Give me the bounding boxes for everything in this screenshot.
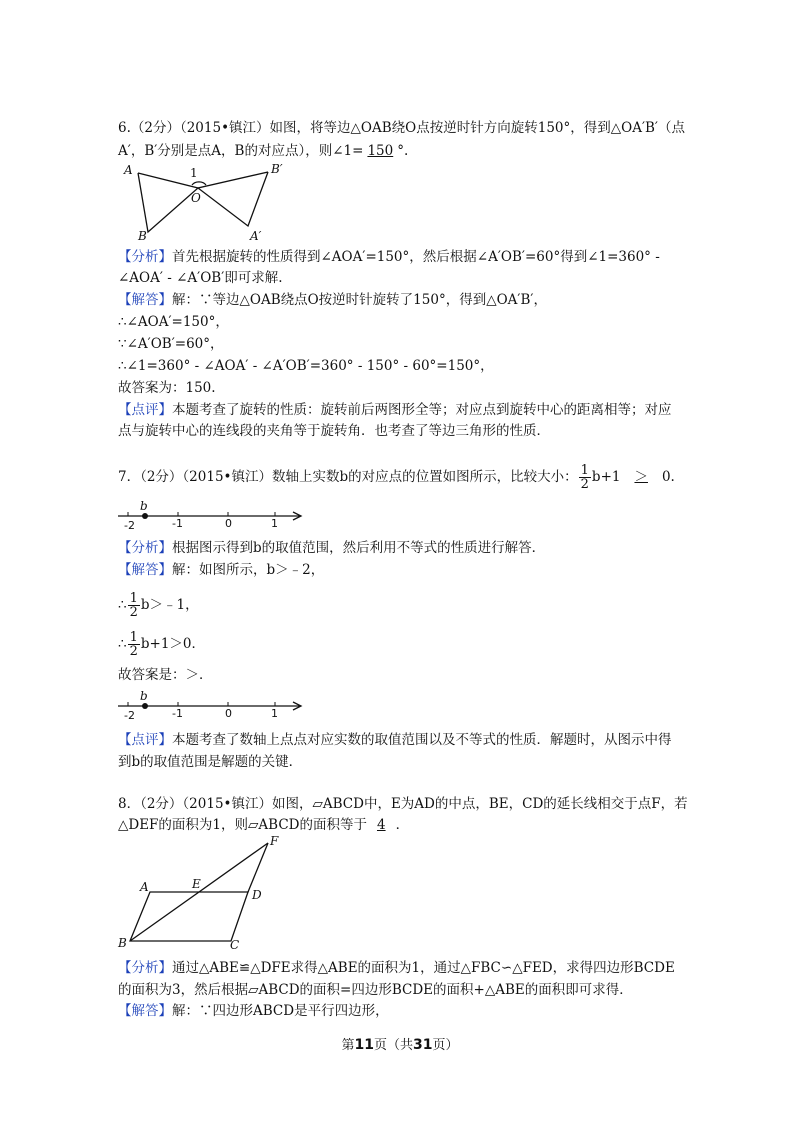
q6-triangle-oab2 xyxy=(198,172,268,226)
q6-label-a: A xyxy=(124,163,133,177)
q6-solution-line3: ∵∠A′OB′=60°， xyxy=(118,336,224,352)
q8-label-e: E xyxy=(192,877,201,891)
q8-analysis-line2: 的面积为3，然后根据▱ABCD的面积=四边形BCDE的面积+△ABE的面积即可求得． xyxy=(118,982,633,998)
q7-number-line-1 xyxy=(118,500,308,532)
q7-tick-neg2-2: -2 xyxy=(124,709,135,722)
q6-label-b: B xyxy=(138,229,147,243)
q7-comment-line1: 【点评】本题考查了数轴上点点对应实数的取值范围以及不等式的性质．解题时，从图示中得 xyxy=(118,732,672,748)
q6-analysis-line2: ∠AOA′ - ∠A′OB′即可求解. xyxy=(118,270,283,286)
q7-point-b-2 xyxy=(142,703,148,709)
q7-fraction: $\frac{1}{2}$ xyxy=(580,463,589,492)
q6-stem-line1: 6.（2分）（2015•镇江）如图，将等边△OAB绕O点按逆时针方向旋转150°，得到△OA′B′（点 xyxy=(118,120,685,136)
q7-solution-line4: 故答案是：＞． xyxy=(118,667,213,683)
q7-label-b: b xyxy=(140,499,148,513)
q7-stem-line1: 7．（2分）（2015•镇江）数轴上实数b的对应点的位置如图所示，比较大小： $\frac{1}{2}$ b+1 ＞ 0. xyxy=(118,463,675,492)
q8-stem-line2: △DEF的面积为1，则▱ABCD的面积等于 4 ． xyxy=(118,817,410,833)
q7-number-line-2 xyxy=(118,690,308,722)
q8-parallelogram-figure xyxy=(118,835,288,955)
q6-answer: 150 xyxy=(367,143,394,159)
q6-comment-line2: 点与旋转中心的连线段的夹角等于旋转角．也考查了等边三角形的性质． xyxy=(118,423,550,439)
q6-solution-line1: 【解答】解：∵等边△OAB绕点O按逆时针旋转了150°，得到△OA′B′， xyxy=(118,292,547,308)
q7-label-b-2: b xyxy=(140,689,148,703)
q7-solution-line2: ∴ $\frac{1}{2}$ b＞﹣1， xyxy=(118,591,199,620)
q8-label-d: D xyxy=(252,888,262,902)
q7-solution-line3: ∴ $\frac{1}{2}$ b+1＞0． xyxy=(118,630,206,659)
q7-point-b xyxy=(142,513,148,519)
q8-stem-line1: 8．（2分）（2015•镇江）如图，▱ABCD中，E为AD的中点，BE，CD的延长线相交于点F，若 xyxy=(118,796,688,812)
q7-tick-neg1-2: -1 xyxy=(172,707,183,720)
q7-tick-0: 0 xyxy=(225,517,232,530)
q7-tick-0-2: 0 xyxy=(225,707,232,720)
q8-analysis-line1: 【分析】通过△ABE≌△DFE求得△ABE的面积为1，通过△FBC∽△FED，求得四边形BCDE xyxy=(118,960,675,976)
q6-label-o: O xyxy=(191,191,201,205)
q6-comment-line1: 【点评】本题考查了旋转的性质：旋转前后两图形全等；对应点到旋转中心的距离相等；对应 xyxy=(118,402,672,418)
q8-answer: 4 xyxy=(376,817,386,833)
q7-tick-1: 1 xyxy=(271,517,278,530)
q6-solution-line5: 故答案为：150. xyxy=(118,380,216,396)
q7-comment-line2: 到b的取值范围是解题的关键． xyxy=(118,754,303,770)
q7-tick-neg2: -2 xyxy=(124,519,135,532)
q8-label-a: A xyxy=(140,880,149,894)
q6-label-angle1: 1 xyxy=(190,166,198,180)
q6-label-b-prime: B′ xyxy=(271,162,283,176)
q6-label-a-prime: A′ xyxy=(250,229,262,243)
q6-triangle-oab xyxy=(138,173,198,232)
q8-label-c: C xyxy=(230,938,240,952)
page-total: 31 xyxy=(413,1037,433,1053)
q6-analysis-line1: 【分析】首先根据旋转的性质得到∠AOA′=150°，然后根据∠A′OB′=60°得到∠1=360° - xyxy=(118,249,660,265)
q6-solution-line2: ∴∠AOA′=150°， xyxy=(118,314,229,330)
q7-analysis-line1: 【分析】根据图示得到b的取值范围，然后利用不等式的性质进行解答． xyxy=(118,540,546,556)
q7-tick-1-2: 1 xyxy=(271,707,278,720)
q6-solution-line4: ∴∠1=360° - ∠AOA′ - ∠A′OB′=360° - 150° - 60°=150°， xyxy=(118,358,494,374)
q7-solution-line1: 【解答】解：如图所示，b＞﹣2， xyxy=(118,562,325,578)
page-footer: 第11页（共31页） xyxy=(341,1037,459,1053)
q7-answer: ＞ xyxy=(634,469,648,485)
q6-stem-line2: A′，B′分别是点A，B的对应点），则∠1= 150 °. xyxy=(118,143,409,159)
q6-angle-arc xyxy=(192,182,206,185)
page-number: 11 xyxy=(354,1037,374,1053)
q8-label-b: B xyxy=(118,936,127,950)
q8-solution-line1: 【解答】解：∵四边形ABCD是平行四边形， xyxy=(118,1003,389,1019)
q6-rotation-figure xyxy=(118,160,298,245)
q7-tick-neg1: -1 xyxy=(172,517,183,530)
q8-label-f: F xyxy=(270,834,279,848)
